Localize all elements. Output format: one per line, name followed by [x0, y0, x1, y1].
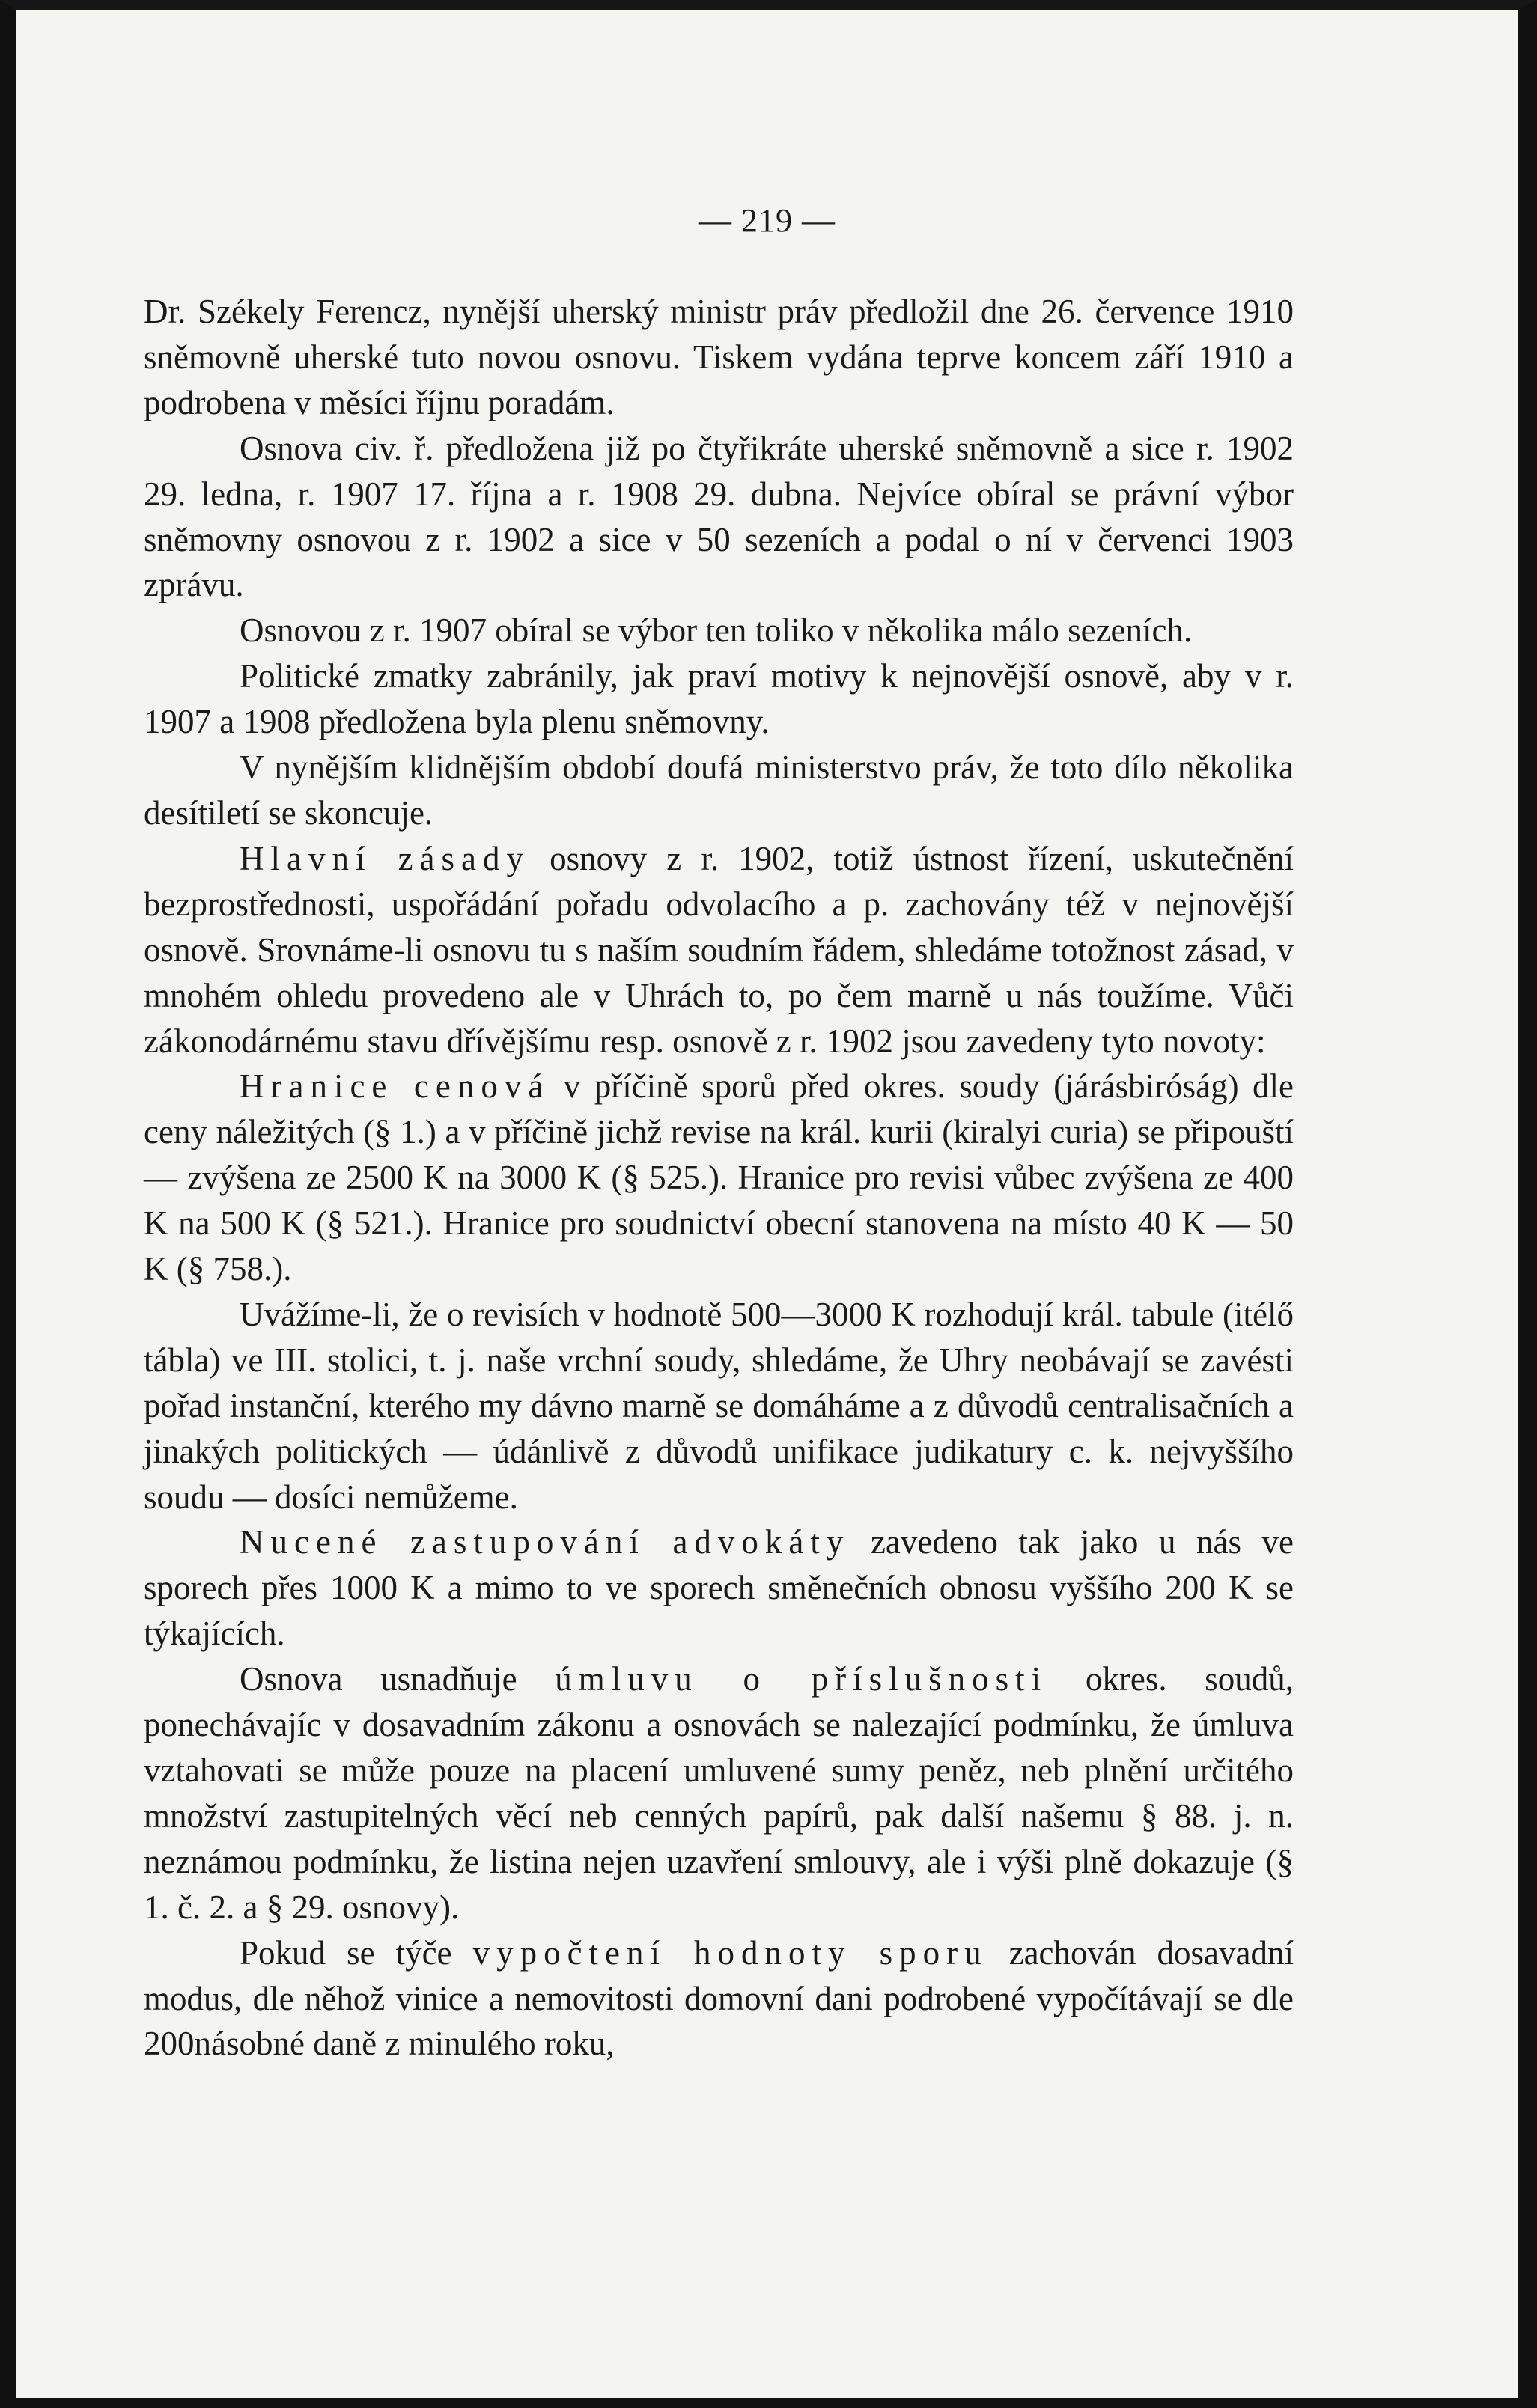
spaced-emphasis: úmluvu o příslušnosti [555, 1660, 1048, 1698]
spaced-emphasis: Nucené zastupování advokáty [240, 1523, 850, 1561]
spaced-emphasis: vypočtení hodnoty sporu [472, 1933, 988, 1972]
paragraph [144, 608, 1294, 653]
paragraph-text: Uvážíme-li, že o revisích v hodnotě 500—3000 K rozhodují král. tabule (itélő tábla) ve III. stolici, t. j. naše vrchní soudy, shledáme, že Uhry neobávají se zavésti pořad instanční, kterého my dávno marně se domáháme a z důvodů centralisačních a jinakých politických — údánlivě z důvodů unifikace judikatury c. k. nejvyššího soudu — dosíci nemůžeme. [144, 1295, 1294, 1516]
spaced-emphasis: Hlavní zásady [240, 839, 531, 877]
paragraph-text: Politické zmatky zabránily, jak praví motivy k nejnovější osnově, aby v r. 1907 a 1908 předložena byla plenu sněmovny. [144, 657, 1294, 741]
paragraph-text: v příčině sporů před okres. soudy (járásbiróság) dle ceny náležitých (§ 1.) a v příčině jichž revise na král. kurii (kiralyi curia) se připouští — zvýšena ze 2500 K na 3000 K (§ 525.). Hranice pro revisi vůbec zvýšena ze 400 K na 500 K (§ 521.). Hranice pro soudnictví obecní stanovena na místo 40 K — 50 K (§ 758.). [144, 1067, 1294, 1288]
paragraph [144, 745, 1294, 836]
paragraph-text: zavedeno tak jako u nás ve sporech přes 1000 K a mimo to ve sporech směnečních obnosu vyššího 200 K se týkajících. [144, 1523, 1294, 1653]
page-number: — 219 — [699, 202, 836, 239]
paragraph-prefix: Osnova usnadňuje [240, 1660, 556, 1698]
paragraph-text: zachován dosavadní modus, dle něhož vinice a nemovitosti domovní dani podrobené vypočítávají se dle 200násobné daně z minulého roku, [144, 1933, 1294, 2063]
paragraph [144, 289, 1294, 426]
paragraph [144, 1656, 1294, 1930]
paragraph-text: Osnovou z r. 1907 obíral se výbor ten toliko v několika málo sezeních. [240, 612, 1193, 650]
paragraph [144, 653, 1294, 745]
paragraph [144, 1930, 1294, 2067]
paragraph [144, 426, 1294, 609]
paragraph [144, 836, 1294, 1064]
paragraph-text: Dr. Székely Ferencz, nynější uherský ministr práv předložil dne 26. července 1910 sněmovně uherské tuto novou osnovu. Tiskem vydána teprve koncem září 1910 a podrobena v měsíci říjnu poradám. [144, 293, 1294, 421]
paragraph [144, 1292, 1294, 1520]
spaced-emphasis: Hranice cenová [240, 1067, 550, 1106]
paragraph-text: okres. soudů, ponechávajíc v dosavadním zákonu a osnovách se nalezající podmínku, že úmluva vztahovati se může pouze na placení umluvené sumy peněz, neb plnění určitého množství zastupitelných věcí neb cenných papírů, pak další našemu § 88. j. n. neznámou podmínku, že listina nejen uzavření smlouvy, ale i výši plně dokazuje (§ 1. č. 2. a § 29. osnovy). [144, 1660, 1294, 1926]
page-body [144, 289, 1294, 2067]
paragraph-text: Osnova civ. ř. předložena již po čtyřikráte uherské sněmovně a sice r. 1902 29. ledna, r. 1907 17. října a r. 1908 29. dubna. Nejvíce obíral se právní výbor sněmovny osnovou z r. 1902 a sice v 50 sezeních a podal o ní v červenci 1903 zprávu. [144, 429, 1294, 604]
paragraph-text: V nynějším klidnějším období doufá ministerstvo práv, že toto dílo několika desítiletí se skoncuje. [144, 749, 1294, 832]
paragraph [144, 1520, 1294, 1656]
paragraph [144, 1064, 1294, 1292]
paragraph-prefix: Pokud se týče [240, 1933, 473, 1972]
paragraph-text: osnovy z r. 1902, totiž ústnost řízení, uskutečnění bezprostřednosti, uspořádání pořadu odvolacího a p. zachovány též v nejnovější osnově. Srovnáme-li osnovu tu s naším soudním řádem, shledáme totožnost zásad, v mnohém ohledu provedeno ale v Uhrách to, po čem marně u nás toužíme. Vůči zákonodárnému stavu dřívějšímu resp. osnově z r. 1902 jsou zavedeny tyto novoty: [144, 839, 1294, 1060]
